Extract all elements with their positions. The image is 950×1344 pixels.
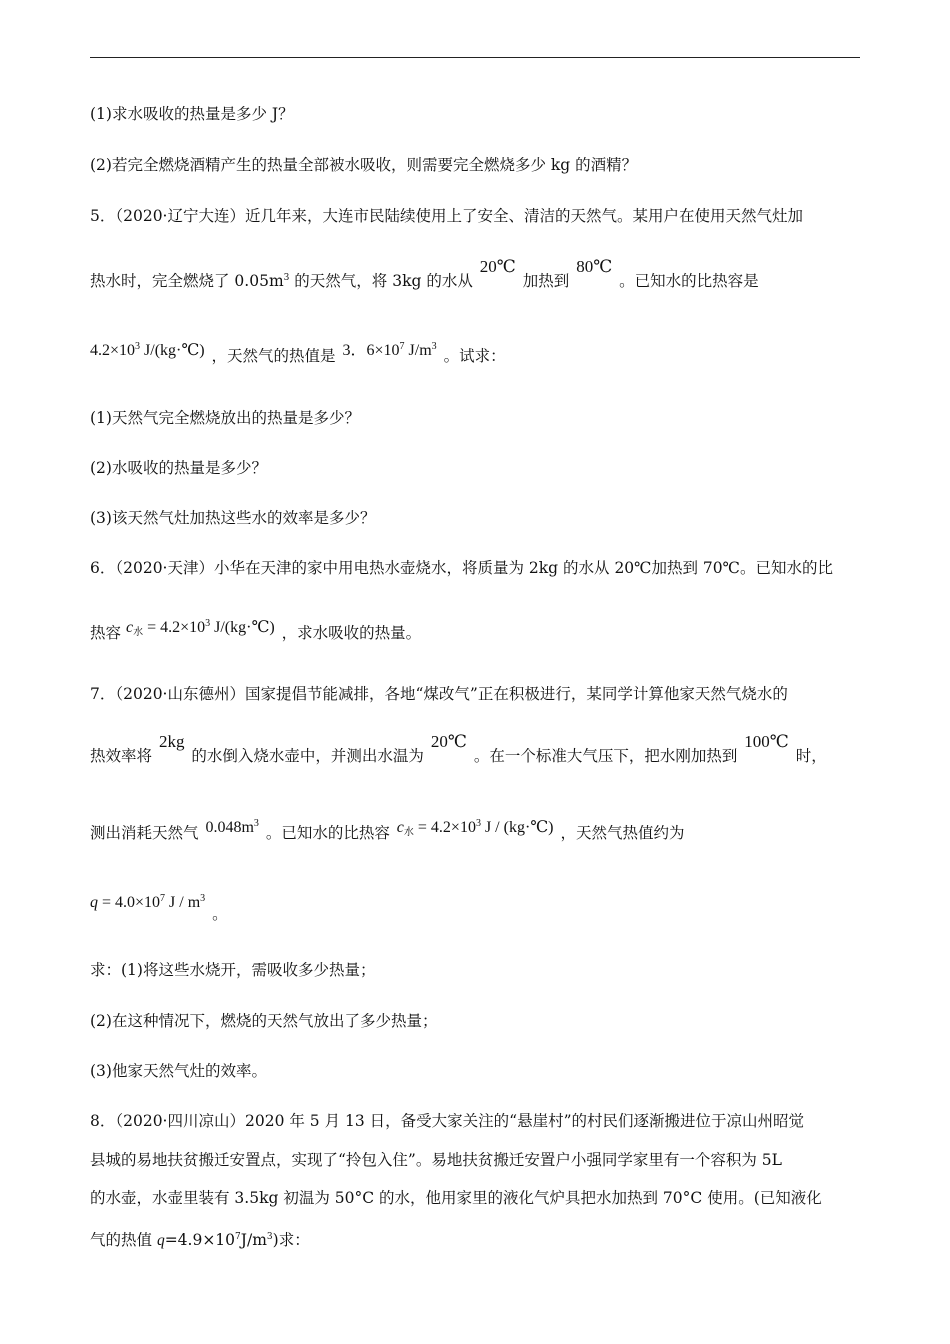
q7-stem-line-2: 热效率将 2kg 的水倒入烧水壶中，并测出水温为 20℃ 。在一个标准大气压下，把水刚加热到 100℃ 时， [90, 732, 827, 765]
formula-heat-value: $q = 4.0\times 10^7$ J / $m^3$ [90, 893, 206, 911]
q7-part-3: (3)他家天然气灶的效率。 [90, 1062, 267, 1080]
formula-specific-heat: $c_水 = 4.2\times 10^3$ J / (kg·℃) [396, 818, 554, 838]
q7-stem-line-1: 7．（2020·山东德州）国家提倡节能减排，各地“煤改气”正在积极进行，某同学计算他家天然气烧水的 [90, 685, 788, 703]
q6-stem-line-1: 6．（2020·天津）小华在天津的家中用电热水壶烧水，将质量为 2kg 的水从 20℃加热到 70℃。已知水的比 [90, 559, 833, 577]
q7-part-2: (2)在这种情况下，燃烧的天然气放出了多少热量； [90, 1012, 438, 1030]
formula-mass: 2kg [158, 732, 185, 751]
formula-temp-20: 20℃ [479, 257, 516, 277]
q5-part-3: (3)该天然气灶加热这些水的效率是多少？ [90, 509, 376, 527]
q5-stem-line-2: 热水时，完全燃烧了 $0.05m^3$ 的天然气，将 3kg 的水从 20℃ 加热到 80℃ 。已知水的比热容是 [90, 257, 759, 291]
q5-part-2: (2)水吸收的热量是多少？ [90, 459, 267, 477]
q5-part-1: (1)天然气完全燃烧放出的热量是多少？ [90, 409, 360, 427]
q7-part-1: 求：(1)将这些水烧开，需吸收多少热量； [90, 961, 376, 979]
q7-stem-line-3: 测出消耗天然气 $0.048m^3$ 。已知水的比热容 $c_水 = 4.2\times 10^3$ J / (kg·℃) ，天然气热值约为 [90, 820, 684, 849]
formula-temp-20: 20℃ [430, 732, 467, 751]
formula-heat-value: 3．$6\times 10^7$ $J/m^3$ [342, 341, 437, 359]
formula-temp-100: 100℃ [744, 732, 789, 751]
q8-stem-line-1: 8．（2020·四川凉山）2020 年 5 月 13 日，备受大家关注的“悬崖村”的村民们逐渐搬进位于凉山州昭觉 [90, 1112, 805, 1130]
q7-stem-line-4: $q = 4.0\times 10^7$ J / $m^3$ 。 [90, 895, 228, 919]
q8-stem-line-3: 的水壶，水壶里装有 3.5kg 初温为 50°C 的水，他用家里的液化气炉具把水加热到 70°C 使用。(已知液化 [90, 1189, 822, 1207]
formula-specific-heat: $c_水 = 4.2\times 10^3$ J/(kg·℃) [125, 618, 275, 638]
formula-specific-heat: $4.2\times 10^3$ J/(kg·℃) [90, 341, 205, 359]
formula-volume: $0.048m^3$ [205, 818, 259, 836]
q4-part-1: (1)求水吸收的热量是多少 J？ [90, 105, 294, 123]
q8-stem-line-4: 气的热值 $q=4.9\times 10^7J/m^3$)求： [90, 1231, 310, 1250]
q4-part-2: (2)若完全燃烧酒精产生的热量全部被水吸收，则需要完全燃烧多少 kg 的酒精？ [90, 156, 638, 174]
q6-stem-line-2: 热容 $c_水 = 4.2\times 10^3$ J/(kg·℃) ，求水吸收的热量。 [90, 620, 421, 649]
q8-stem-line-2: 县城的易地扶贫搬迁安置点，实现了“拎包入住”。易地扶贫搬迁安置户小强同学家里有一个容积为 5L [90, 1151, 782, 1169]
q5-stem-line-1: 5．（2020·辽宁大连）近几年来，大连市民陆续使用上了安全、清洁的天然气。某用户在使用天然气灶加 [90, 207, 803, 225]
q5-stem-line-3: $4.2\times 10^3$ J/(kg·℃) ，天然气的热值是 3．$6\times 10^7$ $J/m^3$ 。试求： [90, 343, 506, 367]
header-rule [90, 57, 860, 58]
formula-temp-80: 80℃ [576, 257, 613, 277]
